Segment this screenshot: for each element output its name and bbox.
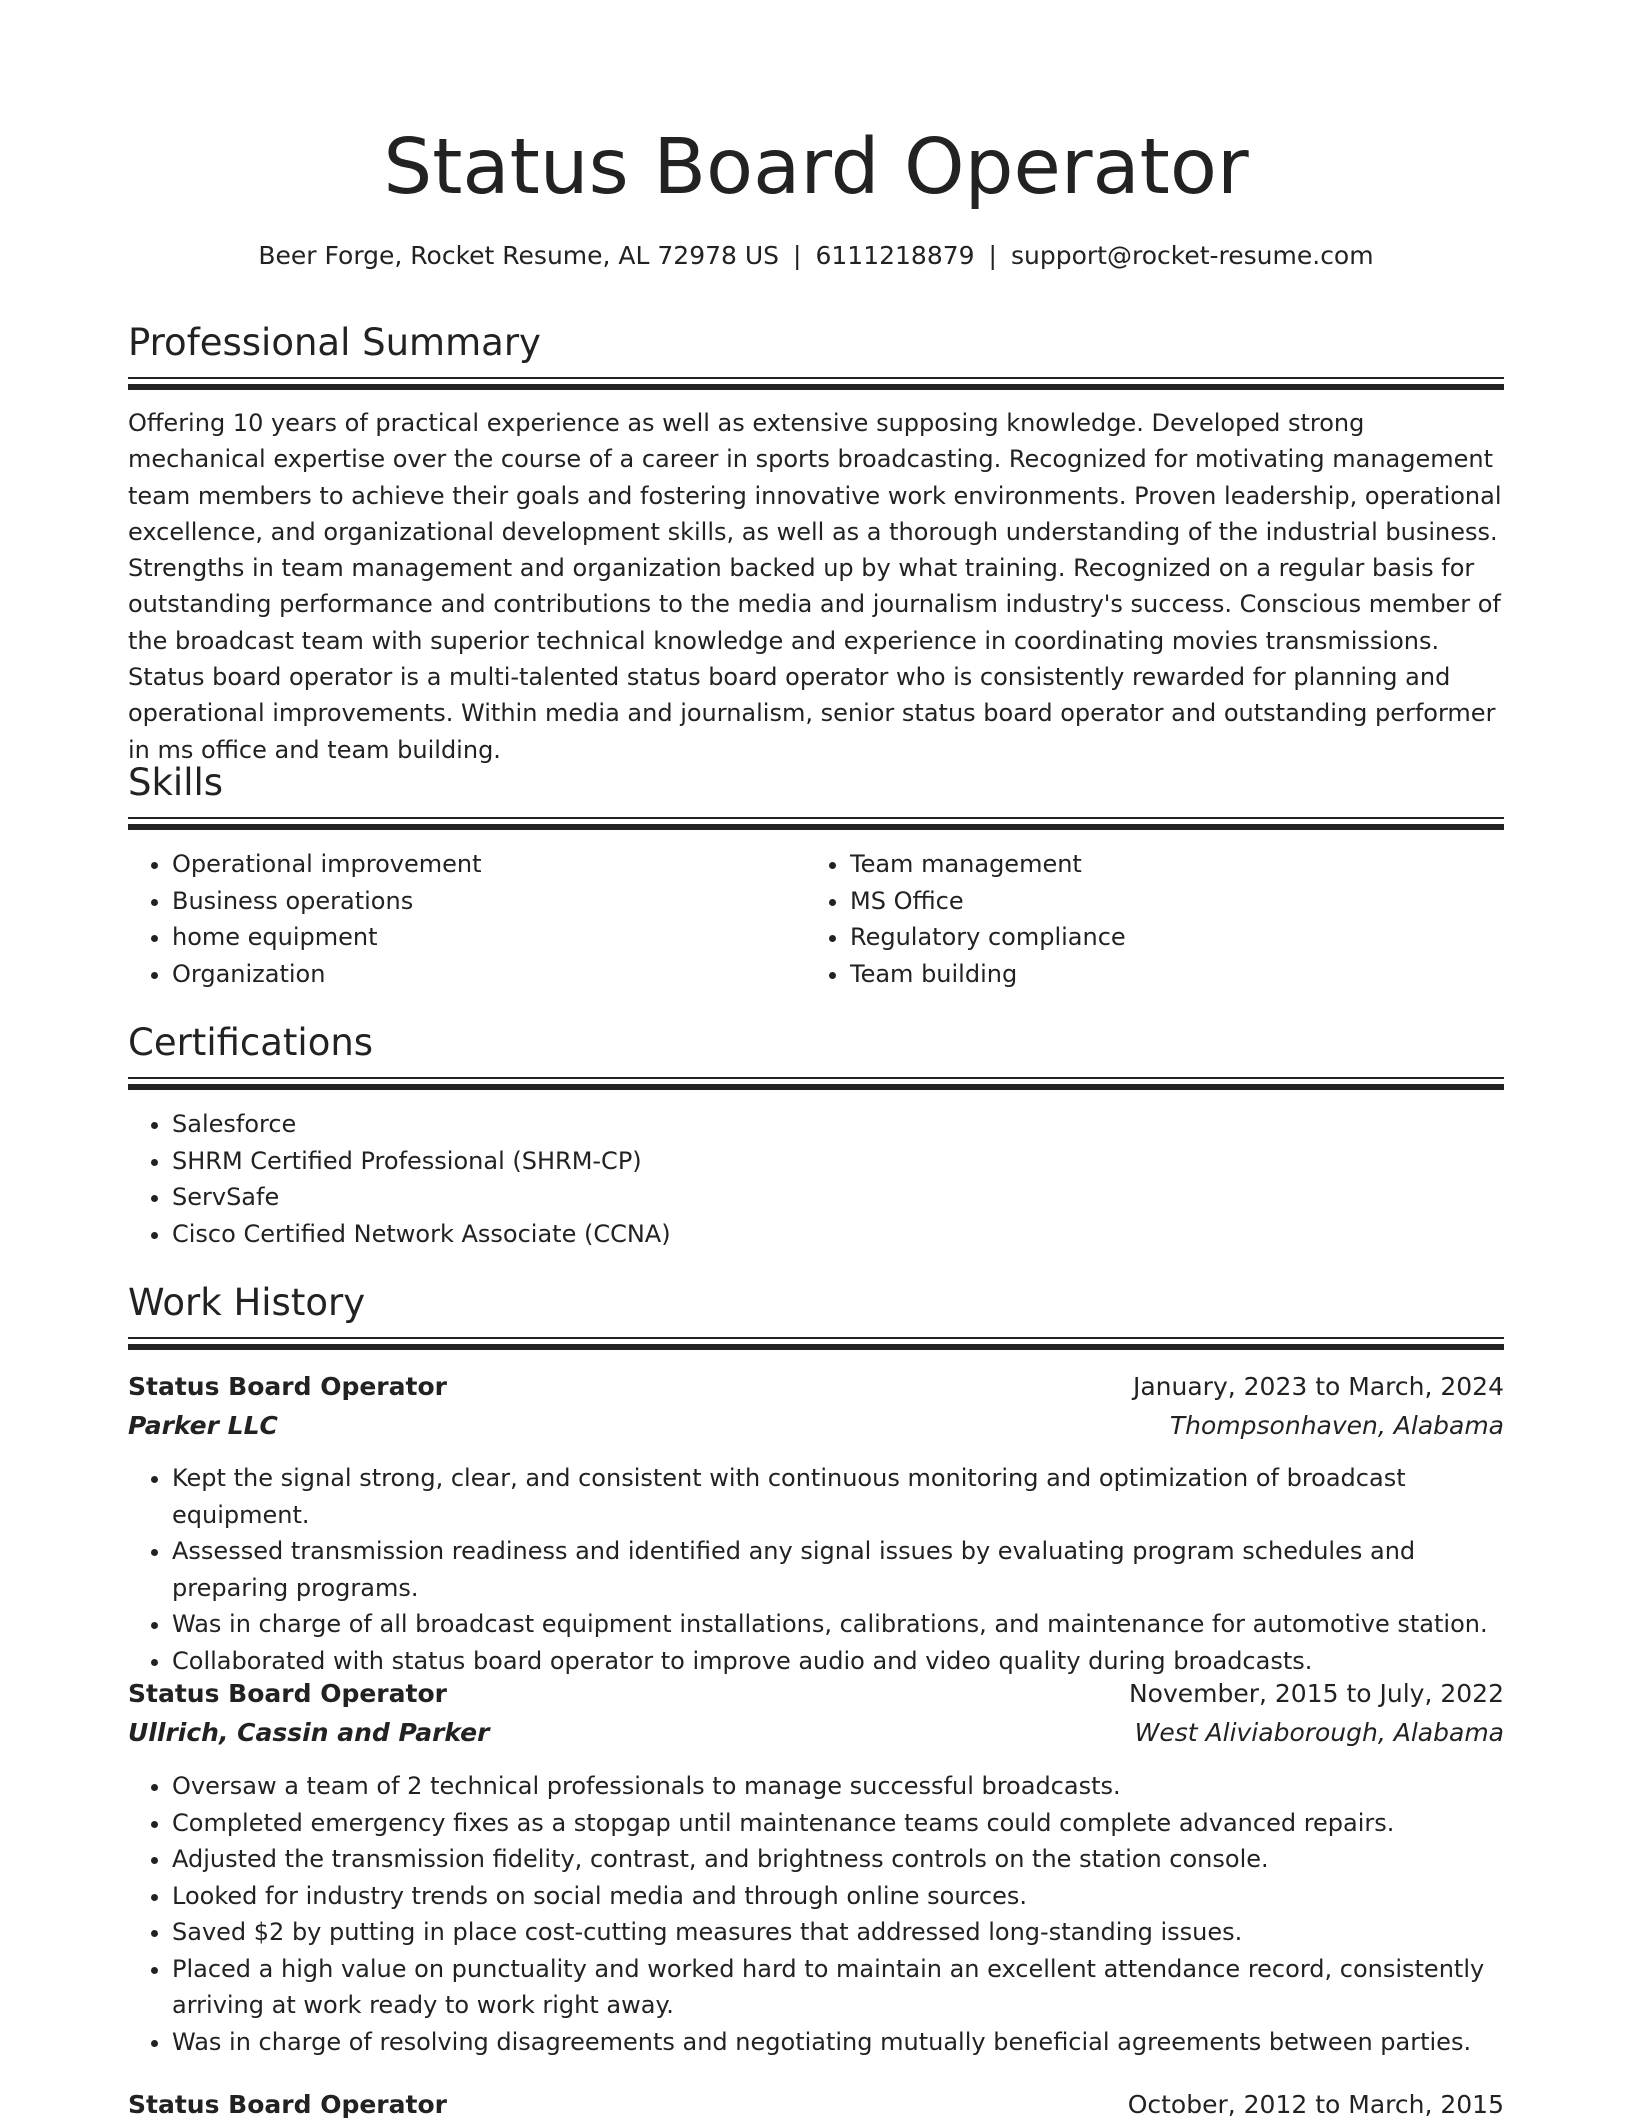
skills-list-right xyxy=(806,846,1504,992)
job-header xyxy=(128,1367,1504,1407)
certification-item: • Salesforce xyxy=(172,1106,1504,1143)
job-title: Status Board Operator xyxy=(128,2090,447,2119)
resume-name: Status Board Operator xyxy=(383,123,1249,212)
job-bullet: • Collaborated with status board operator to improve audio and video quality during broadcasts. xyxy=(172,1643,1504,1680)
job-bullet: • Saved $2 by putting in place cost-cutting measures that addressed long-standing issues. xyxy=(172,1914,1504,1951)
job-header xyxy=(128,2085,1504,2125)
job-bullet: • Assessed transmission readiness and identified any signal issues by evaluating program schedules and preparing programs. xyxy=(172,1533,1504,1606)
contact-separator: | xyxy=(793,241,802,270)
section-divider xyxy=(128,377,1504,389)
section-divider xyxy=(128,1337,1504,1349)
job-bullet: • Was in charge of all broadcast equipment installations, calibrations, and maintenance for automotive station. xyxy=(172,1606,1504,1643)
skill-item: • MS Office xyxy=(850,883,1504,920)
job-subheader xyxy=(128,1713,1504,1753)
certification-item: • SHRM Certified Professional (SHRM-CP) xyxy=(172,1143,1504,1180)
job-title: Status Board Operator xyxy=(128,1679,447,1708)
skills-list-left xyxy=(128,846,804,992)
job-bullet: • Completed emergency fixes as a stopgap until maintenance teams could complete advanced repairs. xyxy=(172,1805,1504,1842)
job-header xyxy=(128,1674,1504,1714)
job-bullet: • Looked for industry trends on social media and through online sources. xyxy=(172,1878,1504,1915)
contact-address: Beer Forge, Rocket Resume, AL 72978 US xyxy=(258,241,780,270)
job-bullet: • Oversaw a team of 2 technical professionals to manage successful broadcasts. xyxy=(172,1768,1504,1805)
skill-item: • Team management xyxy=(850,846,1504,883)
section-divider xyxy=(128,1077,1504,1089)
job-bullet: • Placed a high value on punctuality and worked hard to maintain an excellent attendance record, consistently arriving at work ready to work right away. xyxy=(172,1951,1504,2024)
section-divider xyxy=(128,817,1504,829)
skill-item: • home equipment xyxy=(172,919,804,956)
job-bullet: • Adjusted the transmission fidelity, contrast, and brightness controls on the station console. xyxy=(172,1841,1504,1878)
skill-item: • Organization xyxy=(172,956,804,993)
certifications-list xyxy=(128,1106,1504,1252)
job-dates: January, 2023 to March, 2024 xyxy=(1132,1372,1504,1401)
job-location: Thompsonhaven, Alabama xyxy=(1169,1411,1504,1440)
contact-email: support@rocket-resume.com xyxy=(1010,241,1374,270)
section-title-skills: Skills xyxy=(128,761,224,804)
job-bullet: • Was in charge of resolving disagreements and negotiating mutually beneficial agreements between parties. xyxy=(172,2024,1504,2061)
section-title-summary: Professional Summary xyxy=(128,321,541,364)
job-subheader xyxy=(128,1406,1504,1446)
job-bullets xyxy=(128,1768,1504,2060)
job-company: Parker LLC xyxy=(128,1411,278,1440)
summary-text: Offering 10 years of practical experience as well as extensive supposing knowledge. Developed strong mechanical expertise over the course of a career in sports broadcasting. Recognized for motivating management team members to achieve their goals and fostering innovative work environments. Proven leadership, operational excellence, and organizational development skills, as well as a thorough understanding of the industrial business. Strengths in team management and organization backed up by what training. Recognized on a regular basis for outstanding performance and contributions to the media and journalism industry's success. Conscious member of the broadcast team with superior technical knowledge and experience in coordinating movies transmissions. Status board operator is a multi-talented status board operator who is consistently rewarded for planning and operational improvements. Within media and journalism, senior status board operator and outstanding performer in ms office and team building. xyxy=(128,409,1502,764)
job-company: Ullrich, Cassin and Parker xyxy=(128,1718,490,1747)
section-title-work-history: Work History xyxy=(128,1281,366,1324)
job-bullets xyxy=(128,1460,1504,1679)
certification-item: • Cisco Certified Network Associate (CCNA) xyxy=(172,1216,1504,1253)
section-title-certifications: Certifications xyxy=(128,1021,374,1064)
job-dates: October, 2012 to March, 2015 xyxy=(1127,2090,1504,2119)
job-title: Status Board Operator xyxy=(128,1372,447,1401)
skill-item: • Business operations xyxy=(172,883,804,920)
contact-line xyxy=(128,238,1504,274)
job-location: West Aliviaborough, Alabama xyxy=(1134,1718,1504,1747)
skill-item: • Operational improvement xyxy=(172,846,804,883)
certification-item: • ServSafe xyxy=(172,1179,1504,1216)
job-bullet: • Kept the signal strong, clear, and consistent with continuous monitoring and optimization of broadcast equipment. xyxy=(172,1460,1504,1533)
contact-phone: 6111218879 xyxy=(815,241,975,270)
skill-item: • Regulatory compliance xyxy=(850,919,1504,956)
job-dates: November, 2015 to July, 2022 xyxy=(1128,1679,1504,1708)
contact-separator: | xyxy=(988,241,997,270)
skill-item: • Team building xyxy=(850,956,1504,993)
